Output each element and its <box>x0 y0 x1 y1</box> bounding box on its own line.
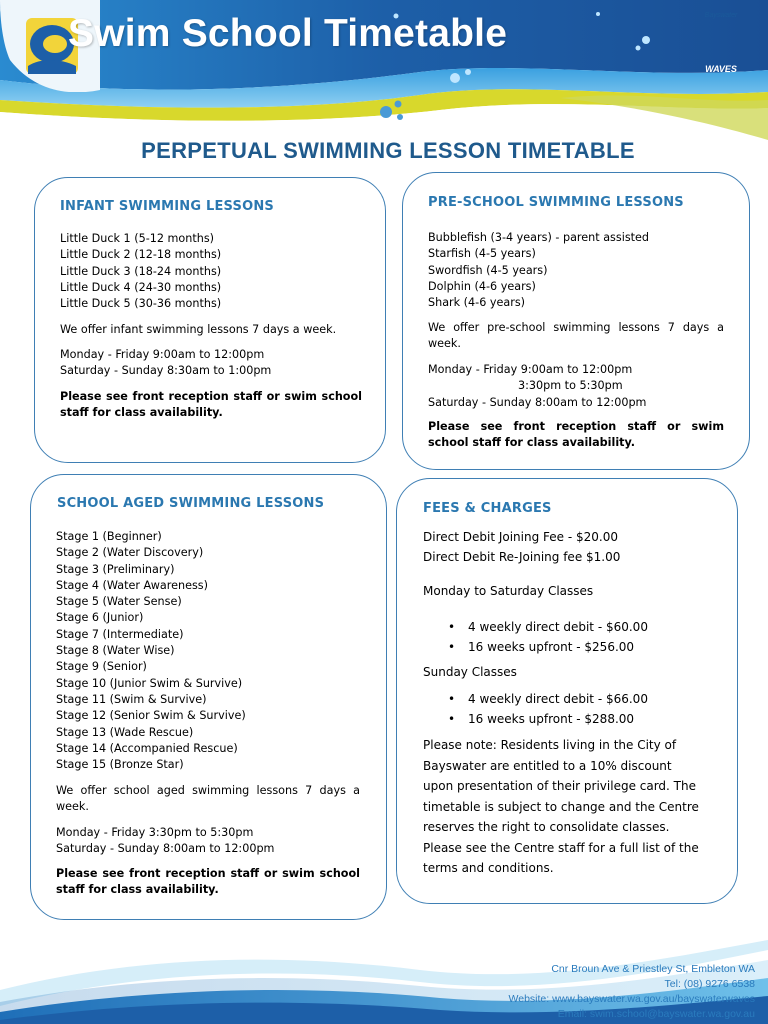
preschool-hours <box>428 362 646 411</box>
infant-hours <box>60 347 271 380</box>
list-item: Bubblefish (3-4 years) - parent assisted <box>428 231 650 244</box>
list-item: Stage 1 (Beginner) <box>56 530 162 543</box>
footer-address: Cnr Broun Ave & Priestley St, Embleton WA <box>551 963 755 975</box>
note-line: Please note: Residents living in the City of <box>423 738 677 752</box>
list-item: Stage 5 (Water Sense) <box>56 595 182 609</box>
preschool-offer-text: We offer pre-school swimming lessons 7 days a week. <box>428 321 724 351</box>
mon-sat-heading: Monday to Saturday Classes <box>423 584 594 598</box>
list-item: Starfish (4-5 years) <box>428 247 536 261</box>
list-item: Stage 3 (Preliminary) <box>56 562 175 576</box>
list-item: Stage 12 (Senior Swim & Survive) <box>56 709 246 723</box>
list-item: Swordfish (4-5 years) <box>428 263 548 277</box>
school-aged-note: Please see front reception staff or swim school staff for class availability. <box>56 867 360 897</box>
note-line: reserves the right to consolidate classes. <box>423 820 670 834</box>
note-line: Bayswater are entitled to a 10% discount <box>423 758 672 773</box>
list-item: Stage 8 (Water Wise) <box>56 644 175 658</box>
preschool-class-list <box>428 230 649 311</box>
hours-line: Saturday - Sunday 8:30am to 1:00pm <box>60 364 272 378</box>
footer-website[interactable]: Website: www.bayswater.wa.gov.au/bayswaterwaves <box>508 993 755 1005</box>
mon-sat-fee-list <box>423 617 648 657</box>
note-line: timetable is subject to change and the Centre <box>423 799 699 814</box>
list-item: • 16 weeks upfront - $256.00 <box>423 637 648 657</box>
hours-line: Saturday - Sunday 8:00am to 12:00pm <box>56 842 275 856</box>
preschool-lessons-title: PRE-SCHOOL SWIMMING LESSONS <box>428 195 684 210</box>
infant-offer-text: We offer infant swimming lessons 7 days a week. <box>60 323 337 336</box>
school-aged-class-list <box>56 529 246 773</box>
list-item: Stage 14 (Accompanied Rescue) <box>56 741 238 755</box>
hours-line: 3:30pm to 5:30pm <box>518 379 623 393</box>
list-item: • 4 weekly direct debit - $66.00 <box>423 689 648 709</box>
list-item: Little Duck 3 (18-24 months) <box>60 264 222 278</box>
note-line: Please see the Centre staff for a full list of the <box>423 840 699 855</box>
infant-note: Please see front reception staff or swim school staff for class availability. <box>60 390 362 420</box>
hours-line: Saturday - Sunday 8:00am to 12:00pm <box>428 395 647 409</box>
list-item: Little Duck 2 (12-18 months) <box>60 248 222 262</box>
preschool-note: Please see front reception staff or swim school staff for class availability. <box>428 420 724 450</box>
header-banner <box>0 0 768 140</box>
list-item: Stage 9 (Senior) <box>56 660 147 674</box>
sunday-fee-list <box>423 689 648 729</box>
sunday-heading: Sunday Classes <box>423 665 517 679</box>
hours-line: Monday - Friday 3:30pm to 5:30pm <box>56 826 254 839</box>
list-item: Little Duck 5 (30-36 months) <box>60 297 222 311</box>
list-item: Stage 4 (Water Awareness) <box>56 578 208 592</box>
header-title: Swim School Timetable <box>68 12 508 55</box>
fee-line: Direct Debit Joining Fee - $20.00 <box>423 530 618 544</box>
list-item: Stage 11 (Swim & Survive) <box>56 692 207 706</box>
list-item: Dolphin (4-6 years) <box>428 279 536 293</box>
hours-line: Monday - Friday 9:00am to 12:00pm <box>428 363 633 376</box>
list-item: Little Duck 1 (5-12 months) <box>60 232 215 245</box>
footer-email[interactable]: Email: swim.school@bayswater.wa.gov.au <box>557 1008 755 1020</box>
logo-top-text: Bayswater <box>704 12 738 19</box>
list-item: Stage 2 (Water Discovery) <box>56 546 204 560</box>
fees-note <box>423 735 699 879</box>
school-aged-hours <box>56 825 274 858</box>
list-item: Little Duck 4 (24-30 months) <box>60 280 222 294</box>
list-item: Shark (4-6 years) <box>428 296 526 310</box>
list-item: Stage 6 (Junior) <box>56 611 144 625</box>
list-item: Stage 10 (Junior Swim & Survive) <box>56 676 243 690</box>
list-item: • 16 weeks upfront - $288.00 <box>423 709 648 729</box>
joining-fees <box>423 527 620 567</box>
list-item: Stage 7 (Intermediate) <box>56 627 184 641</box>
page-title: PERPETUAL SWIMMING LESSON TIMETABLE <box>141 138 635 163</box>
infant-class-list <box>60 231 221 312</box>
footer-contact <box>509 962 755 1022</box>
school-aged-lessons-title: SCHOOL AGED SWIMMING LESSONS <box>57 496 325 511</box>
logo-bottom-text: WAVES <box>705 64 737 74</box>
list-item: Stage 13 (Wade Rescue) <box>56 725 194 739</box>
note-line: upon presentation of their privilege card. The <box>423 779 696 793</box>
list-item: • 4 weekly direct debit - $60.00 <box>423 617 648 637</box>
infant-lessons-title: INFANT SWIMMING LESSONS <box>60 199 274 214</box>
hours-line: Monday - Friday 9:00am to 12:00pm <box>60 348 265 361</box>
footer-tel: Tel: (08) 9276 6538 <box>664 978 755 990</box>
school-aged-offer-text: We offer school aged swimming lessons 7 days a week. <box>56 784 360 814</box>
fees-title: FEES & CHARGES <box>423 501 552 516</box>
fee-line: Direct Debit Re-Joining fee $1.00 <box>423 550 621 564</box>
note-line: terms and conditions. <box>423 861 554 875</box>
list-item: Stage 15 (Bronze Star) <box>56 758 184 772</box>
